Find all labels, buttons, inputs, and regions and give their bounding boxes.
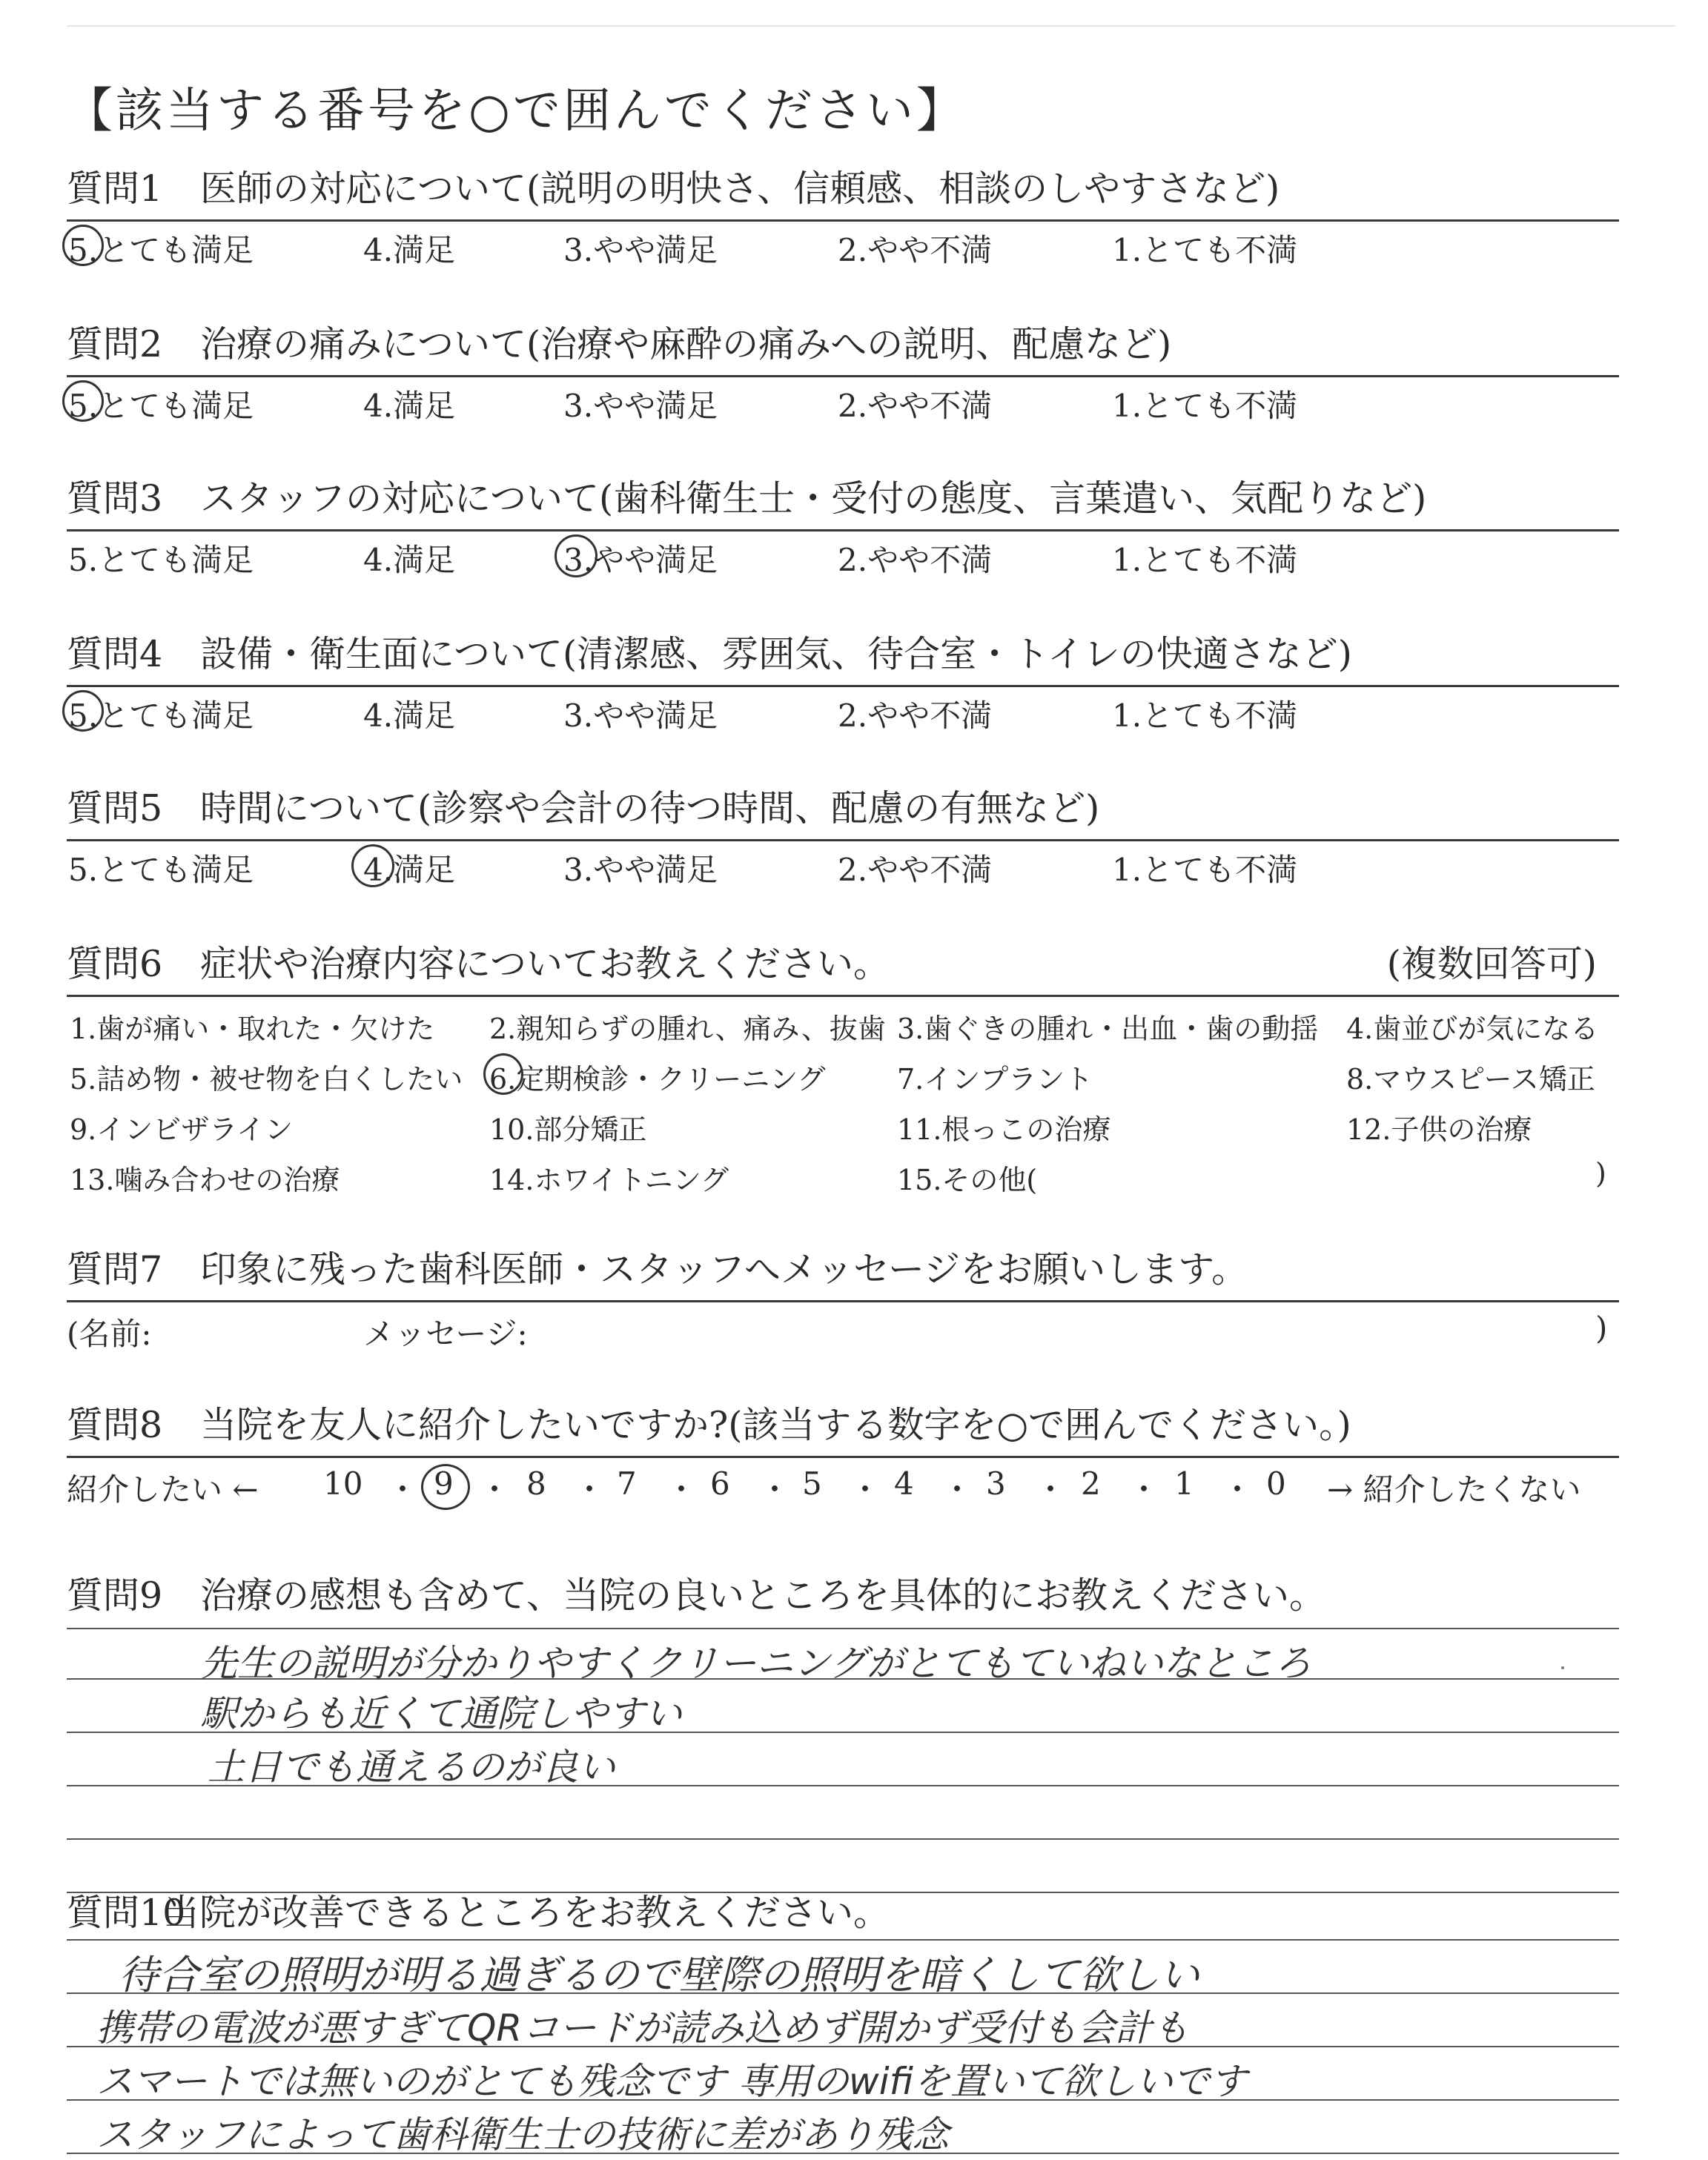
option-1[interactable]: 1.とても不満 bbox=[1112, 698, 1298, 734]
scale-dot: ・ bbox=[1035, 1471, 1067, 1508]
scale-right-label: → 紹介したくない bbox=[1327, 1471, 1581, 1508]
option-4[interactable]: 4.満足 bbox=[363, 852, 456, 888]
scale-2[interactable]: 2 bbox=[1081, 1465, 1101, 1502]
question-4 bbox=[67, 630, 1619, 733]
question-7 bbox=[67, 1245, 1619, 1352]
scale-dot: ・ bbox=[850, 1471, 881, 1508]
option-3[interactable]: 3.やや満足 bbox=[563, 698, 718, 734]
question-number: 質問2 bbox=[67, 323, 163, 365]
option-1[interactable]: 1.とても不満 bbox=[1112, 388, 1298, 424]
question-number: 質問1 bbox=[67, 168, 163, 210]
option-4[interactable]: 4.満足 bbox=[363, 388, 456, 424]
question-number: 質問7 bbox=[67, 1248, 163, 1291]
scale-7[interactable]: 7 bbox=[617, 1465, 637, 1502]
question-number: 質問5 bbox=[67, 787, 163, 829]
question-text: 医師の対応について(説明の明快さ、信頼感、相談のしやすさなど) bbox=[200, 168, 1280, 210]
answer-line bbox=[67, 1939, 1619, 1941]
symptom-option-12[interactable]: 12.子供の治療 bbox=[1346, 1113, 1532, 1146]
option-4[interactable]: 4.満足 bbox=[363, 542, 456, 578]
scale-8[interactable]: 8 bbox=[526, 1465, 546, 1502]
option-3[interactable]: 3.やや満足 bbox=[563, 542, 718, 578]
question-text: 当院が改善できるところをお教えください。 bbox=[163, 1892, 890, 1934]
answer-line bbox=[67, 1838, 1619, 1840]
symptom-option-11[interactable]: 11.根っこの治療 bbox=[897, 1113, 1111, 1146]
scale-1[interactable]: 1 bbox=[1174, 1465, 1194, 1502]
question-text: 症状や治療内容についてお教えください。 bbox=[200, 943, 890, 985]
stray-mark bbox=[1561, 1666, 1564, 1669]
question-number: 質問8 bbox=[67, 1404, 163, 1446]
question-text: 治療の痛みについて(治療や麻酔の痛みへの説明、配慮など) bbox=[200, 323, 1172, 365]
question-text: 設備・衛生面について(清潔感、雰囲気、待合室・トイレの快適さなど) bbox=[200, 633, 1352, 675]
symptom-option-6[interactable]: 6.定期検診・クリーニング bbox=[489, 1063, 826, 1096]
question-3-title bbox=[67, 474, 1619, 523]
option-2[interactable]: 2.やや不満 bbox=[838, 388, 993, 424]
question-7-title bbox=[67, 1245, 1619, 1294]
symptom-option-7[interactable]: 7.インプラント bbox=[897, 1063, 1093, 1096]
question-number: 質問10 bbox=[67, 1892, 186, 1934]
question-2-title bbox=[67, 320, 1619, 369]
option-5[interactable]: 5.とても満足 bbox=[68, 388, 254, 424]
referral-scale bbox=[67, 1458, 1619, 1507]
message-fields bbox=[67, 1302, 1619, 1352]
symptom-option-4[interactable]: 4.歯並びが気になる bbox=[1346, 1013, 1599, 1045]
scale-4[interactable]: 4 bbox=[894, 1465, 914, 1502]
option-1[interactable]: 1.とても不満 bbox=[1112, 542, 1298, 578]
option-4[interactable]: 4.満足 bbox=[363, 232, 456, 268]
symptom-option-5[interactable]: 5.詰め物・被せ物を白くしたい bbox=[70, 1063, 463, 1096]
symptom-option-9[interactable]: 9.インビザライン bbox=[70, 1113, 294, 1146]
question-text: 当院を友人に紹介したいですか?(該当する数字を○で囲んでください。) bbox=[200, 1404, 1351, 1446]
option-4[interactable]: 4.満足 bbox=[363, 698, 456, 734]
question-10-title bbox=[67, 1889, 1619, 1938]
option-5[interactable]: 5.とても満足 bbox=[68, 698, 254, 734]
symptom-option-14[interactable]: 14.ホワイトニング bbox=[489, 1164, 729, 1196]
option-2[interactable]: 2.やや不満 bbox=[838, 232, 993, 268]
handwritten-answer: 携帯の電波が悪すぎてQRコードが読み込めず開かず受付も会計も bbox=[96, 2007, 1190, 2050]
scale-dot: ・ bbox=[479, 1471, 511, 1508]
option-1[interactable]: 1.とても不満 bbox=[1112, 852, 1298, 888]
scale-dot: ・ bbox=[1128, 1471, 1160, 1508]
option-5[interactable]: 5.とても満足 bbox=[68, 542, 254, 578]
option-2[interactable]: 2.やや不満 bbox=[838, 698, 993, 734]
answer-area-q9 bbox=[67, 1620, 1619, 1895]
question-number: 質問4 bbox=[67, 633, 163, 675]
scale-left-label: 紹介したい ← bbox=[67, 1471, 259, 1508]
answer-line bbox=[67, 1628, 1619, 1629]
question-text: スタッフの対応について(歯科衛生士・受付の態度、言葉遣い、気配りなど) bbox=[200, 477, 1427, 520]
question-2 bbox=[67, 320, 1619, 423]
question-2-options bbox=[67, 377, 1619, 423]
question-text: 時間について(診察や会計の待つ時間、配慮の有無など) bbox=[200, 787, 1100, 829]
symptom-option-3[interactable]: 3.歯ぐきの腫れ・出血・歯の動揺 bbox=[897, 1013, 1319, 1045]
scale-6[interactable]: 6 bbox=[710, 1465, 730, 1502]
question-1 bbox=[67, 165, 1619, 268]
option-3[interactable]: 3.やや満足 bbox=[563, 388, 718, 424]
symptom-option-2[interactable]: 2.親知らずの腫れ、痛み、抜歯 bbox=[489, 1013, 886, 1045]
option-5[interactable]: 5.とても満足 bbox=[68, 852, 254, 888]
question-number: 質問3 bbox=[67, 477, 163, 520]
question-5-options bbox=[67, 841, 1619, 887]
answer-area-q10 bbox=[67, 1938, 1619, 2160]
symptom-option-15[interactable]: 15.その他( bbox=[897, 1164, 1038, 1196]
other-close-paren: ) bbox=[1595, 1157, 1606, 1190]
question-1-title bbox=[67, 165, 1619, 213]
handwritten-answer: 土日でも通えるのが良い bbox=[208, 1746, 615, 1789]
scale-3[interactable]: 3 bbox=[986, 1465, 1006, 1502]
message-label: メッセージ: bbox=[363, 1316, 528, 1352]
scale-5[interactable]: 5 bbox=[802, 1465, 822, 1502]
question-9-title bbox=[67, 1571, 1619, 1620]
handwritten-answer: スタッフによって歯科衛生士の技術に差があり残念 bbox=[96, 2113, 949, 2156]
symptom-option-8[interactable]: 8.マウスピース矯正 bbox=[1346, 1063, 1595, 1096]
scale-10[interactable]: 10 bbox=[323, 1465, 363, 1502]
question-6 bbox=[67, 940, 1619, 1208]
option-2[interactable]: 2.やや不満 bbox=[838, 542, 993, 578]
option-5[interactable]: 5.とても満足 bbox=[68, 232, 254, 268]
handwritten-answer: 先生の説明が分かりやすくクリーニングがとてもていねいなところ bbox=[200, 1642, 1311, 1685]
scale-dot: ・ bbox=[387, 1471, 419, 1508]
question-3 bbox=[67, 474, 1619, 577]
question-number: 質問9 bbox=[67, 1574, 163, 1617]
handwritten-answer: スマートでは無いのがとても残念です 専用のwifiを置いて欲しいです bbox=[96, 2060, 1247, 2103]
question-8-title bbox=[67, 1401, 1619, 1450]
option-3[interactable]: 3.やや満足 bbox=[563, 232, 718, 268]
instruction-header: 【該当する番号を○で囲んでください】 bbox=[65, 84, 967, 139]
question-6-title bbox=[67, 940, 1619, 989]
question-text: 印象に残った歯科医師・スタッフへメッセージをお願いします。 bbox=[200, 1248, 1248, 1291]
question-8 bbox=[67, 1401, 1619, 1507]
scale-dot: ・ bbox=[666, 1471, 698, 1508]
scale-dot: ・ bbox=[759, 1471, 791, 1508]
scale-dot: ・ bbox=[1222, 1471, 1254, 1508]
question-text: 治療の感想も含めて、当院の良いところを具体的にお教えください。 bbox=[200, 1574, 1326, 1617]
symptom-option-1[interactable]: 1.歯が痛い・取れた・欠けた bbox=[70, 1013, 435, 1045]
top-border bbox=[67, 25, 1675, 27]
handwritten-answer: 駅からも近くて通院しやすい bbox=[200, 1692, 682, 1735]
option-3[interactable]: 3.やや満足 bbox=[563, 852, 718, 888]
option-2[interactable]: 2.やや不満 bbox=[838, 852, 993, 888]
symptom-options bbox=[67, 997, 1619, 1208]
question-5-title bbox=[67, 784, 1619, 833]
question-number: 質問6 bbox=[67, 943, 163, 985]
option-1[interactable]: 1.とても不満 bbox=[1112, 232, 1298, 268]
symptom-option-13[interactable]: 13.噛み合わせの治療 bbox=[70, 1164, 340, 1196]
question-4-options bbox=[67, 687, 1619, 733]
scale-9[interactable]: 9 bbox=[434, 1465, 454, 1502]
scale-0[interactable]: 0 bbox=[1266, 1465, 1286, 1502]
question-1-options bbox=[67, 222, 1619, 268]
question-9 bbox=[67, 1571, 1619, 1895]
question-10 bbox=[67, 1889, 1619, 2160]
question-3-options bbox=[67, 531, 1619, 577]
multiple-answers-note: (複数回答可) bbox=[1386, 943, 1597, 985]
question-5 bbox=[67, 784, 1619, 887]
scale-dot: ・ bbox=[574, 1471, 606, 1508]
message-close-paren: ) bbox=[1595, 1310, 1608, 1346]
question-4-title bbox=[67, 630, 1619, 679]
symptom-option-10[interactable]: 10.部分矯正 bbox=[489, 1113, 647, 1146]
handwritten-answer: 待合室の照明が明る過ぎるので壁際の照明を暗くして欲しい bbox=[119, 1952, 1199, 1998]
name-label: (名前: bbox=[67, 1316, 152, 1352]
scale-dot: ・ bbox=[941, 1471, 973, 1508]
